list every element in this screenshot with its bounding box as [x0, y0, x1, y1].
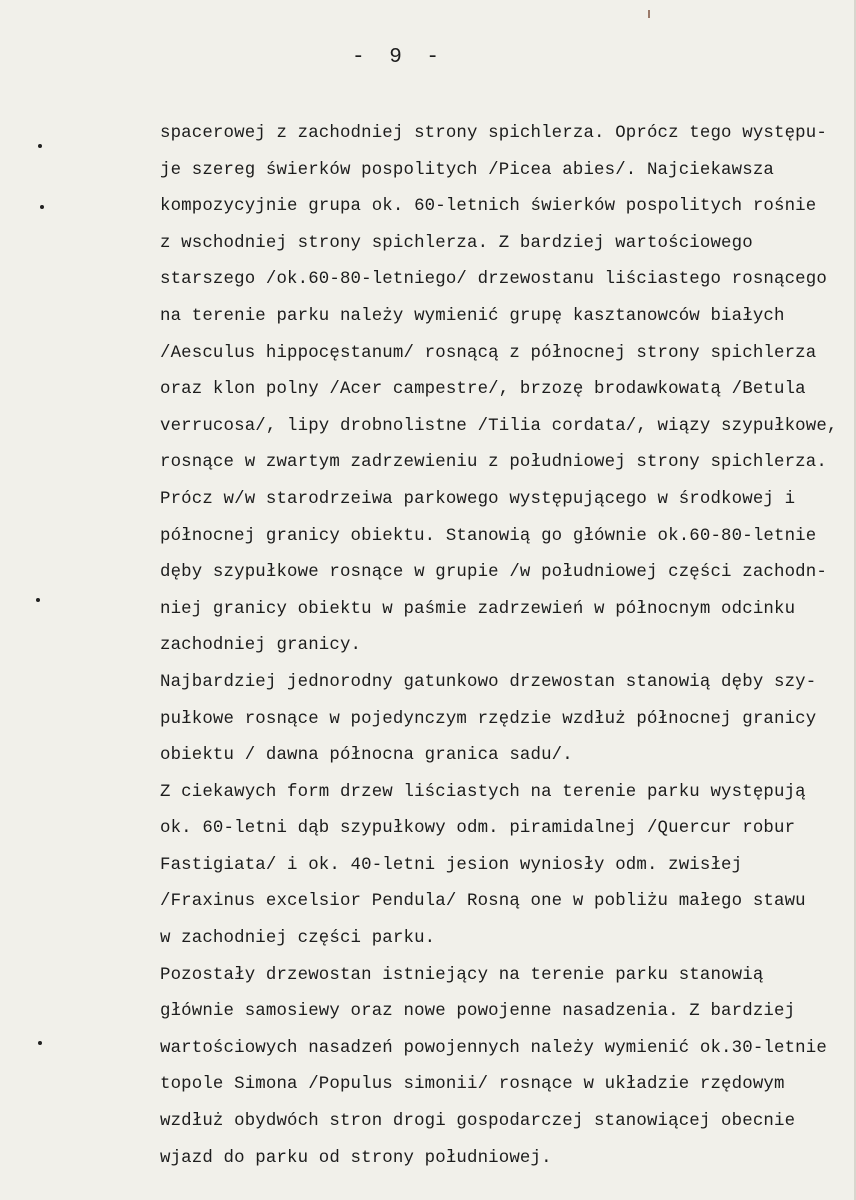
text-line: verrucosa/, lipy drobnolistne /Tilia cordata/, wiązy szypułkowe,	[160, 416, 838, 436]
text-line: Fastigiata/ i ok. 40-letni jesion wyniosły odm. zwisłej	[160, 855, 743, 875]
text-line: kompozycyjnie grupa ok. 60-letnich świerków pospolitych rośnie	[160, 197, 817, 217]
text-line: rosnące w zwartym zadrzewieniu z południowej strony spichlerza.	[160, 453, 827, 473]
text-line: zachodniej granicy.	[160, 636, 362, 656]
text-line: wjazd do parku od strony południowej.	[160, 1148, 552, 1168]
text-line: z wschodniej strony spichlerza. Z bardziej wartościowego	[160, 233, 753, 253]
margin-dot	[36, 598, 40, 602]
margin-dot	[38, 144, 42, 148]
text-line: starszego /ok.60-80-letniego/ drzewostanu liściastego rosnącego	[160, 270, 827, 290]
text-line: spacerowej z zachodniej strony spichlerza. Oprócz tego występu-	[160, 124, 827, 143]
text-line: oraz klon polny /Acer campestre/, brzozę brodawkowatą /Betula	[160, 380, 806, 400]
text-line: północnej granicy obiektu. Stanowią go głównie ok.60-80-letnie	[160, 526, 817, 546]
margin-dot	[38, 1041, 42, 1045]
text-line: je szereg świerków pospolitych /Picea abies/. Najciekawsza	[160, 160, 774, 180]
text-line: dęby szypułkowe rosnące w grupie /w południowej części zachodn-	[160, 563, 827, 583]
text-line: /Fraxinus excelsior Pendula/ Rosną one w pobliżu małego stawu	[160, 892, 806, 912]
page-number: - 9 -	[352, 46, 446, 69]
text-line: topole Simona /Populus simonii/ rosnące w układzie rzędowym	[160, 1075, 785, 1095]
body-text	[160, 116, 840, 1177]
text-line: obiektu / dawna północna granica sadu/.	[160, 746, 573, 766]
text-line: Pozostały drzewostan istniejący na terenie parku stanowią	[160, 965, 764, 985]
text-line: ok. 60-letni dąb szypułkowy odm. piramidalnej /Quercur robur	[160, 819, 796, 839]
margin-dot	[40, 205, 44, 209]
text-line: Z ciekawych form drzew liściastych na terenie parku występują	[160, 782, 806, 802]
text-line: wzdłuż obydwóch stron drogi gospodarczej stanowiącej obecnie	[160, 1112, 796, 1132]
text-line: na terenie parku należy wymienić grupę kasztanowców białych	[160, 306, 785, 326]
text-line: niej granicy obiektu w paśmie zadrzewień w północnym odcinku	[160, 599, 796, 619]
margin-mark	[648, 10, 650, 18]
text-line: wartościowych nasadzeń powojennych należy wymienić ok.30-letnie	[160, 1038, 827, 1058]
text-line: Najbardziej jednorodny gatunkowo drzewostan stanowią dęby szy-	[160, 672, 817, 692]
text-line: Prócz w/w starodrzeiwa parkowego występującego w środkowej i	[160, 489, 796, 509]
text-line: /Aesculus hippocęstanum/ rosnącą z północnej strony spichlerza	[160, 343, 817, 363]
text-line: głównie samosiewy oraz nowe powojenne nasadzenia. Z bardziej	[160, 1002, 796, 1022]
text-line: pułkowe rosnące w pojedynczym rzędzie wzdłuż północnej granicy	[160, 709, 817, 729]
text-line: w zachodniej części parku.	[160, 929, 436, 949]
